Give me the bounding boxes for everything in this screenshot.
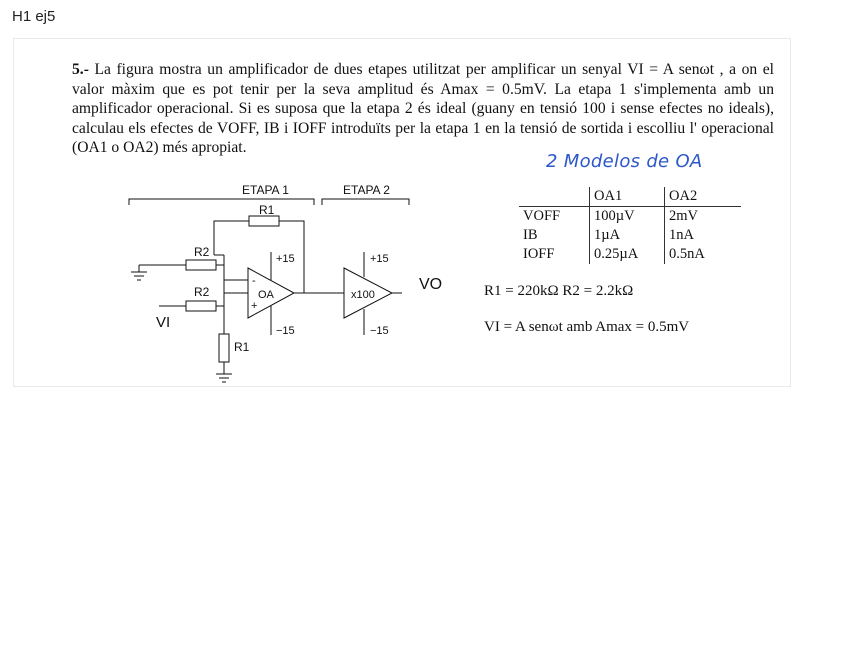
op-amp-table xyxy=(519,187,741,264)
note-title: H1 ej5 xyxy=(12,8,56,25)
vo-label: VO xyxy=(419,276,443,293)
supply-neg-1: −15 xyxy=(276,325,295,337)
circuit-diagram xyxy=(124,169,444,389)
problem-text: La figura mostra un amplificador de dues etapes utilitzat per amplificar un senyal VI = A senωt , a on el valor màxim que es pot tenir per la seva amplitud és Amax = 0.5mV. La etapa 1 s'implementa amb un amplificador operacional. Si es suposa que la etapa 2 és ideal (guany en tensió 100 i sense efectes no ideals), calculau els efectes de VOFF, IB i IOFF introduïts per la etapa 1 en la tensió de sortida i escolliu l' operacional (OA1 o OA2) més apropiat. xyxy=(72,61,775,156)
oa-label: OA xyxy=(258,289,274,301)
table-cell: 2mV xyxy=(669,208,698,224)
r1-bottom-label: R1 xyxy=(234,340,250,354)
table-cell: 0.25µA xyxy=(590,245,665,264)
resistor-values: R1 = 220kΩ R2 = 2.2kΩ xyxy=(484,283,634,299)
problem-card xyxy=(13,38,791,387)
table-cell: VOFF xyxy=(519,207,590,227)
plus-sign: + xyxy=(251,300,258,312)
table-cell: IB xyxy=(519,226,590,245)
table-cell: 100µV xyxy=(590,207,665,227)
table-cell: 0.5nA xyxy=(669,246,705,262)
table-cell: 1µA xyxy=(590,226,665,245)
etapa1-label: ETAPA 1 xyxy=(242,183,289,197)
table-header-cell: OA2 xyxy=(665,187,742,207)
table-row xyxy=(519,207,741,227)
signal-definition: VI = A senωt amb Amax = 0.5mV xyxy=(484,319,690,335)
minus-sign: - xyxy=(252,275,256,287)
supply-pos-1: +15 xyxy=(276,253,295,265)
supply-pos-2: +15 xyxy=(370,253,389,265)
r1-top-label: R1 xyxy=(259,203,275,217)
etapa2-label: ETAPA 2 xyxy=(343,183,390,197)
r2-lower-label: R2 xyxy=(194,285,210,299)
problem-number: 5.- xyxy=(72,61,89,78)
supply-neg-2: −15 xyxy=(370,325,389,337)
table-header-cell: OA1 xyxy=(590,187,665,207)
vi-label: VI xyxy=(156,314,171,331)
table-cell: IOFF xyxy=(519,245,590,264)
table-cell: 1nA xyxy=(669,227,694,243)
r2-upper-label: R2 xyxy=(194,245,210,259)
problem-statement xyxy=(72,60,774,158)
table-row xyxy=(519,226,741,245)
table-row xyxy=(519,245,741,264)
table-header-cell xyxy=(519,187,590,207)
gain-label: x100 xyxy=(351,289,375,301)
handwritten-note: 2 Modelos de OA xyxy=(546,151,703,172)
table-header-row xyxy=(519,187,741,207)
